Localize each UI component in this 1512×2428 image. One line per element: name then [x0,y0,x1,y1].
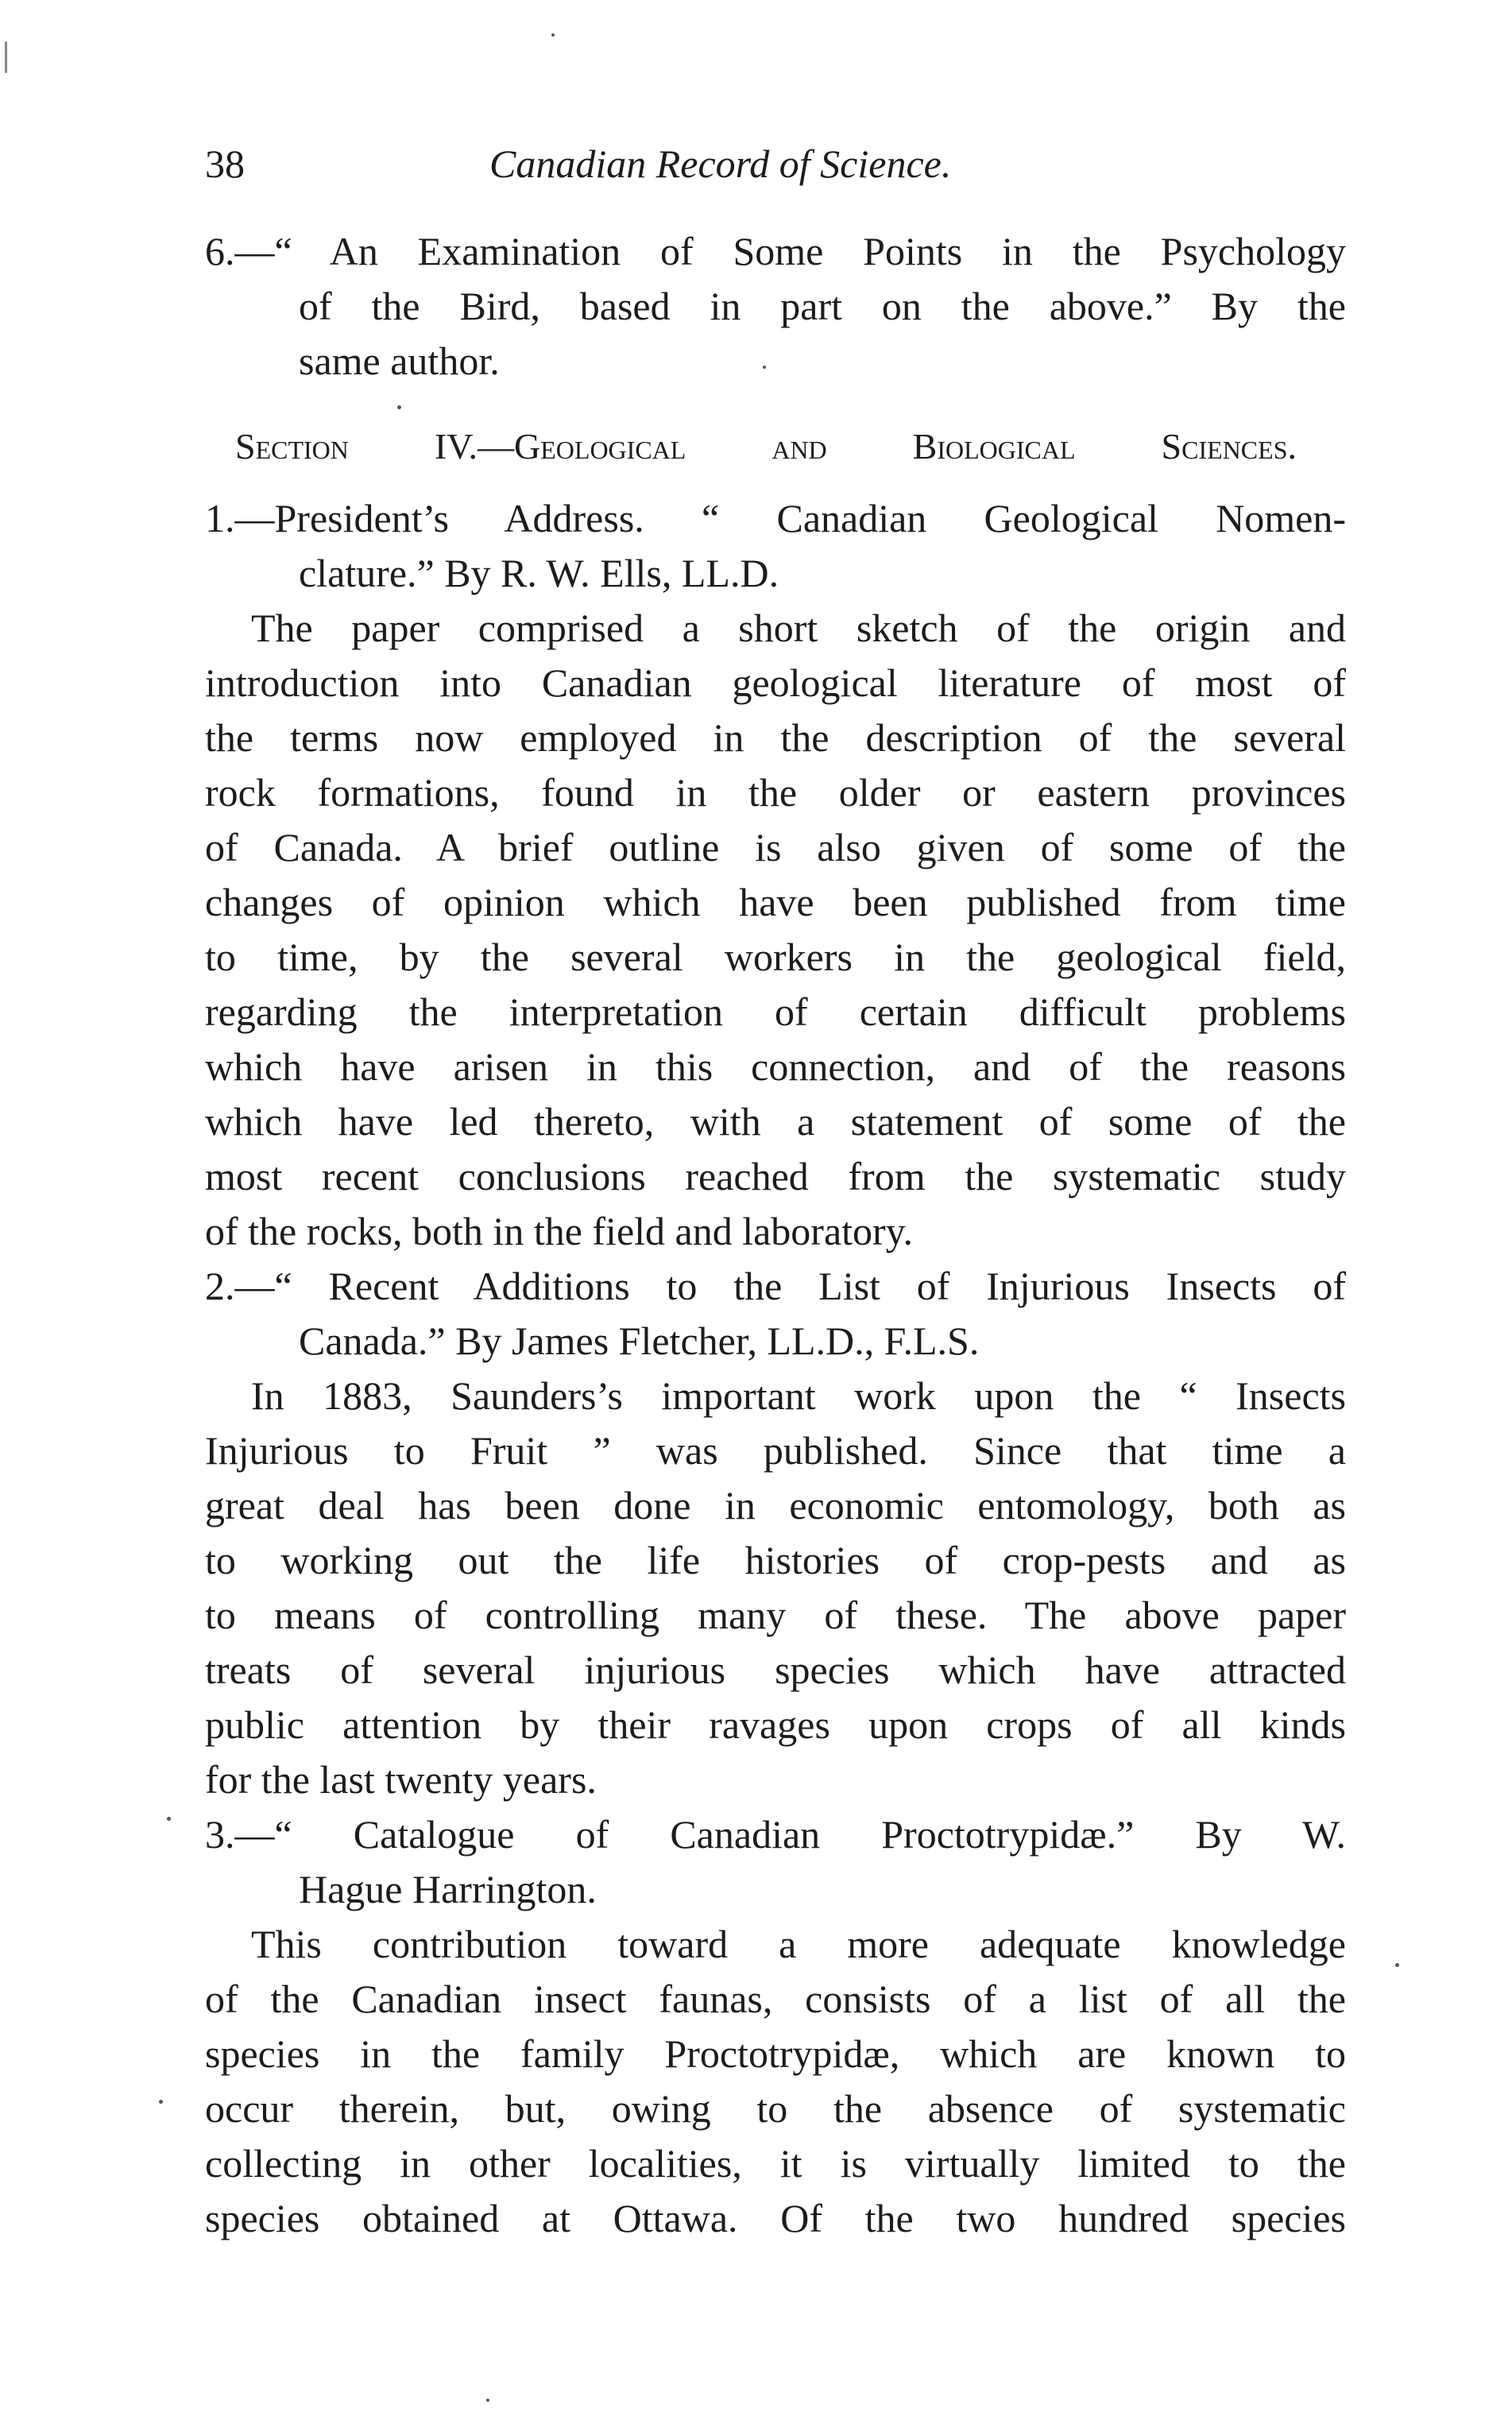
scan-speck [1395,1963,1399,1967]
item6-line: same author. [299,339,500,383]
item2-body-line: for the last twenty years. [205,1757,597,1802]
item3-body-line: This contribution toward a more adequate knowledge [251,1922,1346,1966]
item1-body-line: which have led thereto, with a statement of some of the [205,1099,1346,1144]
item2-body-line: Injurious to Fruit ” was published. Since that time a [205,1428,1346,1473]
item3-body-line: collecting in other localities, it is virtually limited to the [205,2141,1346,2186]
item1-body-line: rock formations, found in the older or eastern provinces [205,770,1346,815]
item1-body-line: of Canada. A brief outline is also given of some of the [205,825,1346,869]
item1-body-line: The paper comprised a short sketch of the origin and [251,606,1346,650]
scan-speck [486,2399,489,2402]
item1-body-line: of the rocks, both in the field and laboratory. [205,1209,913,1253]
item1-body-line: which have arisen in this connection, and of the reasons [205,1044,1346,1089]
item2-body-line: to means of controlling many of these. The above paper [205,1593,1346,1637]
item2-body-line: In 1883, Saunders’s important work upon the “ Insects [251,1373,1346,1418]
item1-body-line: to time, by the several workers in the geological field, [205,935,1346,979]
item3-body-line: species in the family Proctotrypidæ, which are known to [205,2031,1346,2076]
item6-line: 6.—“ An Examination of Some Points in the Psychology [205,229,1346,273]
section-heading: Section IV.—Geological and Biological Sciences. [235,426,1297,467]
scan-speck [551,33,555,37]
item1-title-line: 1.—President’s Address. “ Canadian Geological Nomen- [205,496,1346,540]
scan-speck [397,405,401,409]
item1-body-line: changes of opinion which have been published from time [205,880,1346,924]
item2-body-line: treats of several injurious species which have attracted [205,1648,1346,1692]
scan-speck [159,2100,163,2104]
item3-body-line: occur therein, but, owing to the absence of systematic [205,2086,1346,2131]
running-title: Canadian Record of Science. [489,141,952,186]
item3-body-line: species obtained at Ottawa. Of the two hundred species [205,2196,1346,2240]
page-number: 38 [205,141,245,186]
item2-title-line: 2.—“ Recent Additions to the List of Injurious Insects of [205,1264,1346,1308]
item1-body-line: introduction into Canadian geological literature of most of [205,660,1346,705]
item1-body-line: the terms now employed in the description of the several [205,715,1346,760]
item1-body-line: regarding the interpretation of certain difficult problems [205,989,1346,1034]
scan-speck [167,1817,171,1821]
item2-body-line: to working out the life histories of crop-pests and as [205,1538,1346,1582]
item1-body-line: most recent conclusions reached from the systematic study [205,1154,1346,1199]
item2-body-line: public attention by their ravages upon crops of all kinds [205,1702,1346,1747]
item6-line: of the Bird, based in part on the above.” By the [299,284,1346,328]
scan-edge-mark [5,41,7,73]
item1-title-line: clature.” By R. W. Ells, LL.D. [299,551,779,595]
item3-title-line: Hague Harrington. [299,1867,597,1911]
scan-speck [763,366,766,369]
item2-body-line: great deal has been done in economic entomology, both as [205,1483,1346,1528]
item3-body-line: of the Canadian insect faunas, consists of a list of all the [205,1977,1346,2021]
item2-title-line: Canada.” By James Fletcher, LL.D., F.L.S. [299,1319,980,1363]
item3-title-line: 3.—“ Catalogue of Canadian Proctotrypidæ.” By W. [205,1812,1346,1857]
